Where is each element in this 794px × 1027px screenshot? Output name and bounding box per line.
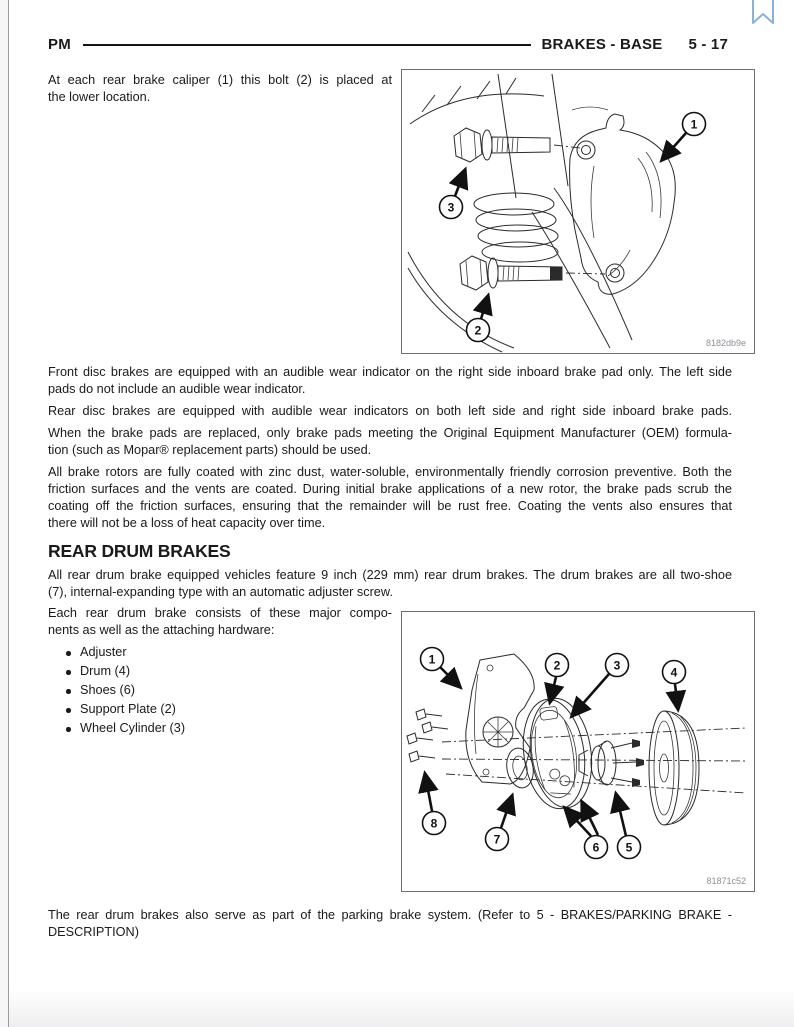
svg-text:1: 1 bbox=[428, 652, 436, 667]
svg-text:6: 6 bbox=[592, 840, 600, 855]
figure1-callout-2 bbox=[467, 296, 490, 342]
svg-text:1: 1 bbox=[690, 117, 698, 132]
figure2-callout-5 bbox=[616, 794, 641, 859]
svg-text:4: 4 bbox=[670, 665, 678, 680]
page-bottom-shadow bbox=[9, 989, 794, 1027]
figure1-code: 8182db9e bbox=[705, 338, 746, 348]
knuckle-art bbox=[466, 654, 534, 784]
header-page-number: 5 - 17 bbox=[688, 36, 728, 53]
svg-text:8: 8 bbox=[430, 816, 438, 831]
figure2-callout-7 bbox=[486, 796, 513, 851]
paragraph-drum-overview: All rear drum brake equipped vehicles feature 9 inch (229 mm) rear drum brakes. The drum brakes are all two-shoe (7), internal-expanding type with an automatic adjuster screw. bbox=[48, 568, 732, 599]
hub-bearing-art bbox=[579, 739, 644, 787]
svg-text:7: 7 bbox=[493, 832, 501, 847]
paragraph-rotor-coating: All brake rotors are fully coated with zinc dust, water-soluble, environmentally friendly corrosion preventive. Both the friction surfaces and the vents are coated. During initial brake applications of a new rotor, the brake pads scrub the coating off the friction surfaces, ensuring that the remainder will be rust free. Coating the vents also ensures that there will not be a loss of heat capacity over time. bbox=[48, 465, 732, 530]
svg-text:3: 3 bbox=[447, 200, 455, 215]
svg-text:2: 2 bbox=[553, 658, 561, 673]
drum-section-row bbox=[48, 605, 755, 892]
bullet-adjuster: Adjuster bbox=[48, 643, 398, 662]
mounting-bolts-art bbox=[407, 709, 448, 762]
page-content bbox=[48, 0, 755, 941]
paragraph-oem-pads: When the brake pads are replaced, only brake pads meeting the Original Equipment Manufacturer (OEM) formula- tion (such as Mopar® replacement parts) should be used. bbox=[48, 426, 732, 457]
drum-art bbox=[649, 711, 699, 825]
caliper-text-column bbox=[48, 69, 398, 106]
drum-text-column bbox=[48, 605, 398, 738]
bullet-shoes: Shoes (6) bbox=[48, 681, 398, 700]
figure2-callout-8 bbox=[423, 774, 446, 835]
figure1-callout-3 bbox=[440, 170, 466, 219]
paragraph-drum-components: Each rear drum brake consists of these major compo- nents as well as the attaching hardware: bbox=[48, 606, 392, 637]
header-rule bbox=[83, 44, 532, 46]
figure2-code: 81871c52 bbox=[706, 876, 746, 886]
header-product-code: PM bbox=[48, 36, 71, 53]
svg-text:5: 5 bbox=[625, 840, 633, 855]
component-bullet-list bbox=[48, 643, 398, 738]
figure2-callout-2 bbox=[546, 654, 569, 703]
figure-caliper bbox=[401, 69, 755, 354]
figure2-callout-1 bbox=[421, 648, 461, 688]
page-left-edge bbox=[8, 0, 9, 1027]
caliper-section-row bbox=[48, 69, 755, 354]
svg-text:3: 3 bbox=[613, 658, 621, 673]
body-paragraphs bbox=[48, 364, 755, 532]
page-margin-strip bbox=[0, 0, 8, 1027]
bullet-wheel-cylinder: Wheel Cylinder (3) bbox=[48, 719, 398, 738]
upper-guide-pin-bolt-art bbox=[454, 128, 580, 162]
rear-drum-brakes-heading: REAR DRUM BRAKES bbox=[48, 541, 231, 561]
bullet-support-plate: Support Plate (2) bbox=[48, 700, 398, 719]
centerline-art bbox=[442, 728, 746, 793]
paragraph-rear-disc: Rear disc brakes are equipped with audible wear indicators on both left side and right side inboard brake pads. bbox=[48, 404, 732, 418]
svg-text:2: 2 bbox=[474, 323, 482, 338]
intro-paragraph: At each rear brake caliper (1) this bolt (2) is placed at the lower location. bbox=[48, 73, 392, 104]
paragraph-front-disc: Front disc brakes are equipped with an audible wear indicator on the right side inboard brake pad only. The left side pads do not include an audible wear indicator. bbox=[48, 365, 732, 396]
figure2-callout-6 bbox=[565, 802, 608, 859]
figure2-callout-4 bbox=[663, 661, 686, 710]
figure-drum-exploded bbox=[401, 611, 755, 892]
bullet-drum: Drum (4) bbox=[48, 662, 398, 681]
caliper-art bbox=[570, 114, 676, 294]
figure-drum-illustration bbox=[402, 612, 754, 891]
figure-caliper-illustration bbox=[402, 70, 754, 353]
page-header bbox=[48, 36, 728, 53]
paragraph-parking-brake: The rear drum brakes also serve as part of the parking brake system. (Refer to 5 - BRAKES/PARKING BRAKE - DESCRIPTION) bbox=[48, 908, 732, 939]
header-section-title: BRAKES - BASE bbox=[541, 36, 663, 53]
figure1-callout-1 bbox=[662, 113, 706, 161]
figure2-callout-3 bbox=[572, 654, 629, 717]
